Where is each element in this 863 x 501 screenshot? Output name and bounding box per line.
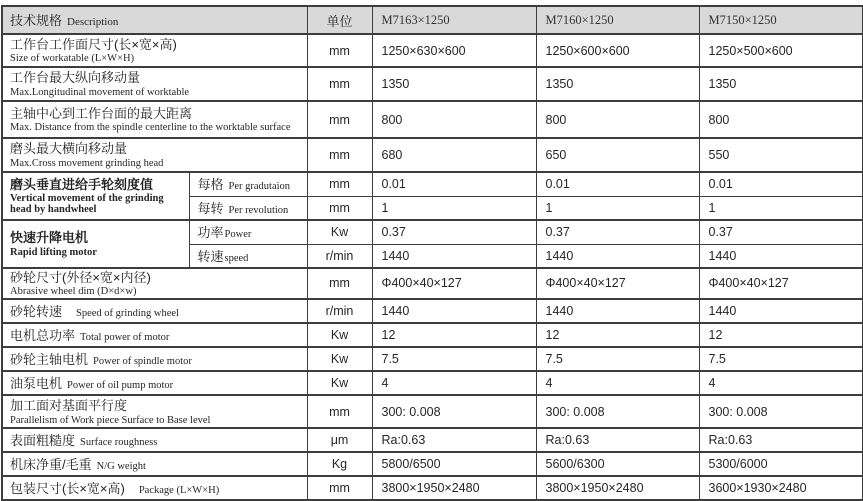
value-cell: 1440 xyxy=(699,244,863,268)
header-description-en: Description xyxy=(67,16,119,28)
value-cell: 1440 xyxy=(372,299,536,323)
unit-cell: mm xyxy=(307,268,372,300)
row-label: 磨头最大横向移动量 Max.Cross movement grinding head xyxy=(2,138,307,172)
row-label: 机床净重/毛重 N/G weight xyxy=(2,452,307,476)
value-cell: 1350 xyxy=(372,67,536,101)
value-cell: 1440 xyxy=(699,299,863,323)
header-model-m7150: M7150×1250 xyxy=(699,6,863,34)
subrow-label: 每格 Per gradutaion xyxy=(189,172,307,196)
value-cell: 800 xyxy=(699,101,863,138)
row-longitudinal-movement xyxy=(2,67,863,101)
value-cell: 0.37 xyxy=(536,220,699,244)
value-cell: 1250×500×600 xyxy=(699,34,863,67)
row-spindle-motor-power xyxy=(2,347,863,371)
unit-cell: mm xyxy=(307,395,372,428)
value-cell: Ra:0.63 xyxy=(372,428,536,452)
value-cell: 5300/6000 xyxy=(699,452,863,476)
subrow-label: 每转 Per revolution xyxy=(189,196,307,220)
unit-cell: Kw xyxy=(307,347,372,371)
value-cell: 650 xyxy=(536,138,699,172)
value-cell: 1 xyxy=(372,196,536,220)
value-cell: 800 xyxy=(536,101,699,138)
row-group-label: 磨头垂直进给手轮刻度值 Vertical movement of the grinding head by handwheel xyxy=(2,172,189,220)
value-cell: 1 xyxy=(699,196,863,220)
unit-cell: μm xyxy=(307,428,372,452)
header-model-m7163: M7163×1250 xyxy=(372,6,536,34)
value-cell: 3600×1930×2480 xyxy=(699,476,863,500)
unit-cell: Kg xyxy=(307,452,372,476)
value-cell: 12 xyxy=(372,323,536,347)
value-cell: 800 xyxy=(372,101,536,138)
value-cell: 1250×600×600 xyxy=(536,34,699,67)
value-cell: 7.5 xyxy=(372,347,536,371)
row-label: 砂轮转速 Speed of grinding wheel xyxy=(2,299,307,323)
header-description xyxy=(2,6,307,34)
row-label: 工作台最大纵向移动量 Max.Longitudinal movement of worktable xyxy=(2,67,307,101)
value-cell: 300: 0.008 xyxy=(372,395,536,428)
value-cell: 1440 xyxy=(372,244,536,268)
unit-cell: r/min xyxy=(307,244,372,268)
unit-cell: mm xyxy=(307,172,372,196)
value-cell: 1350 xyxy=(536,67,699,101)
value-cell: 300: 0.008 xyxy=(699,395,863,428)
unit-cell: r/min xyxy=(307,299,372,323)
unit-cell: Kw xyxy=(307,220,372,244)
value-cell: 0.01 xyxy=(372,172,536,196)
row-parallelism xyxy=(2,395,863,428)
subrow-label: 功率Power xyxy=(189,220,307,244)
header-description-zh: 技术规格 xyxy=(10,13,63,28)
unit-cell: mm xyxy=(307,101,372,138)
value-cell: 0.01 xyxy=(699,172,863,196)
unit-cell: Kw xyxy=(307,371,372,395)
value-cell: 4 xyxy=(699,371,863,395)
row-label: 表面粗糙度 Surface roughness xyxy=(2,428,307,452)
value-cell: Ra:0.63 xyxy=(699,428,863,452)
value-cell: Φ400×40×127 xyxy=(699,268,863,300)
row-label: 砂轮尺寸(外径×宽×内径) Abrasive wheel dim (D×d×w) xyxy=(2,268,307,300)
row-label: 油泵电机 Power of oil pump motor xyxy=(2,371,307,395)
value-cell: 300: 0.008 xyxy=(536,395,699,428)
row-label: 主轴中心到工作台面的最大距离 Max. Distance from the spindle centerline to the worktable surface xyxy=(2,101,307,138)
value-cell: 5800/6500 xyxy=(372,452,536,476)
value-cell: 1440 xyxy=(536,299,699,323)
value-cell: 1 xyxy=(536,196,699,220)
value-cell: Φ400×40×127 xyxy=(372,268,536,300)
row-label: 砂轮主轴电机 Power of spindle motor xyxy=(2,347,307,371)
value-cell: 12 xyxy=(536,323,699,347)
row-wheel-speed xyxy=(2,299,863,323)
header-model-m7160: M7160×1250 xyxy=(536,6,699,34)
header-row xyxy=(2,6,863,34)
value-cell: Φ400×40×127 xyxy=(536,268,699,300)
value-cell: 1350 xyxy=(699,67,863,101)
value-cell: 4 xyxy=(372,371,536,395)
value-cell: 0.01 xyxy=(536,172,699,196)
value-cell: 4 xyxy=(536,371,699,395)
value-cell: 0.37 xyxy=(699,220,863,244)
row-total-power xyxy=(2,323,863,347)
value-cell: 680 xyxy=(372,138,536,172)
unit-cell: mm xyxy=(307,138,372,172)
value-cell: 1440 xyxy=(536,244,699,268)
value-cell: 12 xyxy=(699,323,863,347)
spec-table xyxy=(1,5,863,501)
value-cell: 0.37 xyxy=(372,220,536,244)
row-group-label: 快速升降电机 Rapid lifting motor xyxy=(2,220,189,268)
value-cell: 1250×630×600 xyxy=(372,34,536,67)
value-cell: 7.5 xyxy=(699,347,863,371)
row-package-size xyxy=(2,476,863,500)
row-oil-pump-power xyxy=(2,371,863,395)
value-cell: 3800×1950×2480 xyxy=(536,476,699,500)
row-wheel-dimension xyxy=(2,268,863,300)
header-unit: 单位 xyxy=(307,6,372,34)
value-cell: 3800×1950×2480 xyxy=(372,476,536,500)
row-label: 工作台工作面尺寸(长×宽×高) Size of workatable (L×W×H) xyxy=(2,34,307,67)
subrow-label: 转速speed xyxy=(189,244,307,268)
row-spindle-distance xyxy=(2,101,863,138)
row-weight xyxy=(2,452,863,476)
value-cell: 550 xyxy=(699,138,863,172)
row-label: 加工面对基面平行度 Parallelism of Work piece Surface to Base level xyxy=(2,395,307,428)
unit-cell: Kw xyxy=(307,323,372,347)
row-lifting-motor-power xyxy=(2,220,863,244)
unit-cell: mm xyxy=(307,34,372,67)
row-handwheel-per-graduation xyxy=(2,172,863,196)
value-cell: Ra:0.63 xyxy=(536,428,699,452)
value-cell: 5600/6300 xyxy=(536,452,699,476)
row-label: 电机总功率 Total power of motor xyxy=(2,323,307,347)
unit-cell: mm xyxy=(307,67,372,101)
row-worktable-size xyxy=(2,34,863,67)
row-cross-movement xyxy=(2,138,863,172)
unit-cell: mm xyxy=(307,196,372,220)
row-surface-roughness xyxy=(2,428,863,452)
row-label: 包装尺寸(长×宽×高) Package (L×W×H) xyxy=(2,476,307,500)
unit-cell: mm xyxy=(307,476,372,500)
value-cell: 7.5 xyxy=(536,347,699,371)
